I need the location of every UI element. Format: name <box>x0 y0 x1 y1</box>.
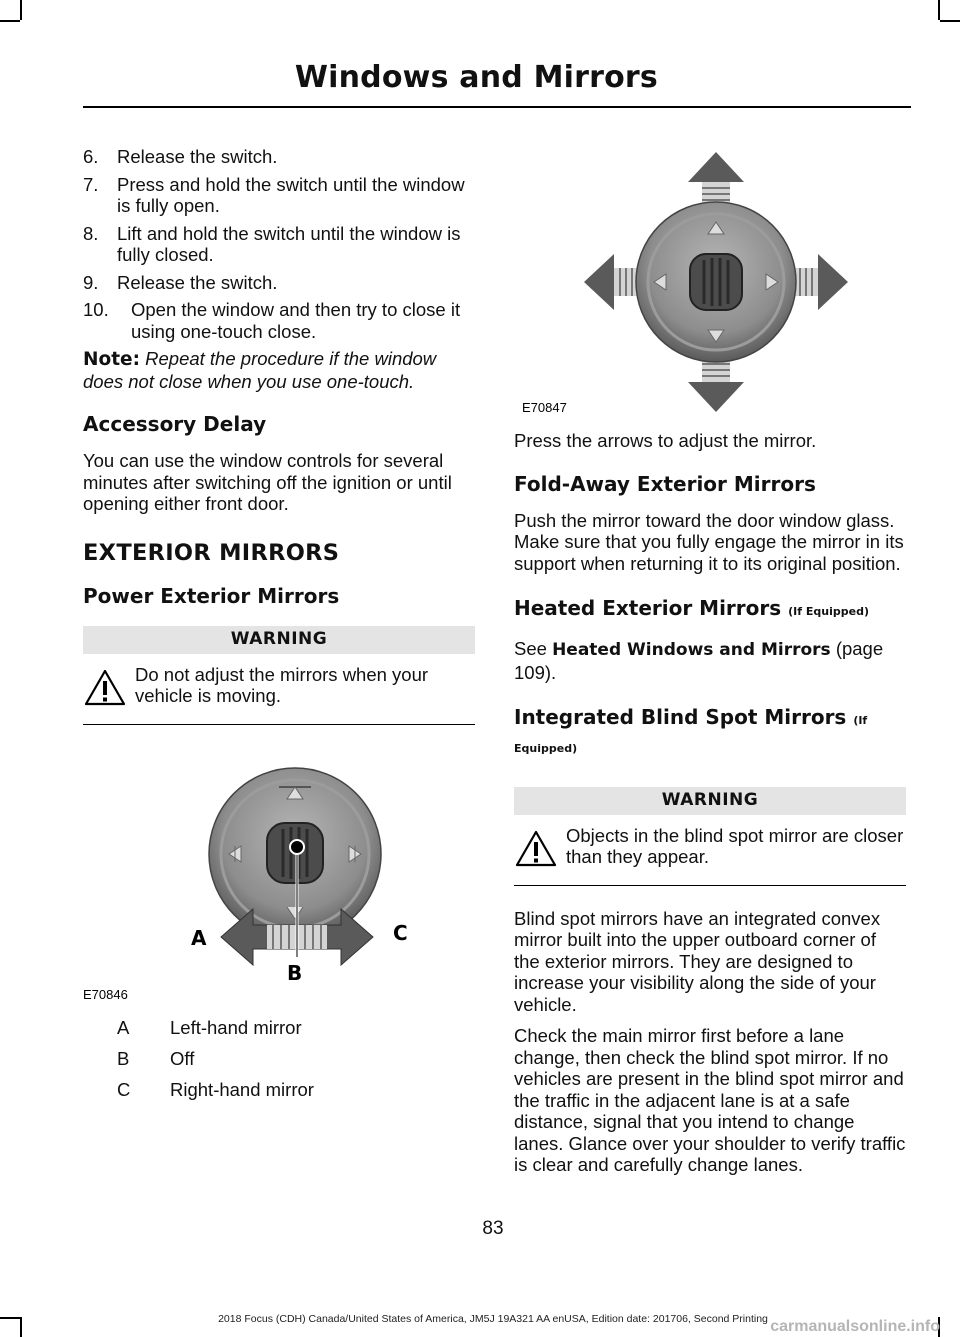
exterior-mirrors-heading: EXTERIOR MIRRORS <box>83 539 340 566</box>
left-column <box>83 146 475 1110</box>
step-text: Open the window and then try to close it using one-touch close. <box>131 299 461 342</box>
step-number: 9. <box>83 271 99 293</box>
list-item <box>83 299 475 342</box>
note-text: Repeat the procedure if the window does not close when you use one-touch. <box>83 348 437 392</box>
page-title: Windows and Mirrors <box>294 60 658 95</box>
step-text: Press and hold the switch until the window is fully open. <box>117 173 465 216</box>
blind-spot-text-1: Blind spot mirrors have an integrated convex mirror built into the upper outboard corner of the exterior mirrors. They are designed to increase your visibility along the side of your vehicle. <box>514 907 881 1015</box>
crop-mark <box>0 20 20 22</box>
warning-body <box>514 815 906 886</box>
accessory-delay-text: You can use the window controls for several minutes after switching off the ignition or until opening either front door. <box>83 450 452 514</box>
crop-mark <box>20 0 22 20</box>
step-text: Release the switch. <box>117 271 278 293</box>
step-text: Lift and hold the switch until the window is fully closed. <box>117 222 461 265</box>
edition-line: 2018 Focus (CDH) Canada/United States of America, JM5J 19A321 AA enUSA, Edition date: 201706, Second Printing <box>218 1313 768 1325</box>
warning-body <box>83 654 475 725</box>
list-item <box>83 272 475 294</box>
accessory-delay-heading: Accessory Delay <box>83 412 267 436</box>
blind-spot-heading-text: Integrated Blind Spot Mirrors <box>514 705 847 729</box>
step-text: Release the switch. <box>117 146 278 167</box>
figure-mirror-switch <box>83 729 475 1019</box>
key-text: Off <box>170 1047 195 1069</box>
callout-key <box>83 1017 475 1110</box>
step-number: 8. <box>83 222 99 244</box>
mirror-adjust-diagram <box>514 148 906 418</box>
key-letter: A <box>117 1016 130 1038</box>
callout-c: C <box>393 920 408 945</box>
key-row <box>83 1079 475 1110</box>
note-label: Note: <box>83 349 140 370</box>
page-number: 83 <box>482 1218 504 1239</box>
list-item <box>83 223 475 266</box>
watermark: carmanualsonline.info <box>770 1318 940 1335</box>
key-text: Left-hand mirror <box>170 1016 302 1038</box>
figure-id: E70846 <box>83 986 128 1002</box>
warning-title: WARNING <box>83 626 475 654</box>
key-row <box>83 1017 475 1048</box>
blind-spot-text-2: Check the main mirror first before a lane change, then check the blind spot mirror. If no vehicles are present in the blind spot mirror and the traffic in the adjacent lane is at a safe distance, signal that you intend to change lanes. Glance over your shoulder to verify traffic is clear and carefully change lanes. <box>514 1025 906 1175</box>
right-column <box>514 148 906 1186</box>
key-row <box>83 1048 475 1079</box>
heated-see-text <box>514 638 906 683</box>
heated-mirrors-heading <box>514 596 906 624</box>
page-ref: (page 109). <box>514 638 884 683</box>
heated-windows-link[interactable]: Heated Windows and Mirrors <box>552 640 831 660</box>
fold-away-heading: Fold-Away Exterior Mirrors <box>514 471 816 496</box>
list-item <box>83 146 475 168</box>
warning-title: WARNING <box>514 787 906 815</box>
mirror-control-diagram <box>83 729 475 1019</box>
heated-qualifier: (If Equipped) <box>788 605 869 618</box>
pointer-dot-icon <box>290 840 304 854</box>
blind-spot-qualifier: (If Equipped) <box>514 714 868 755</box>
warning-text: Objects in the blind spot mirror are closer than they appear. <box>566 824 904 867</box>
step-number: 10. <box>83 299 109 320</box>
warning-box <box>514 787 906 886</box>
figure-mirror-arrows <box>514 148 906 418</box>
crop-mark <box>940 20 960 22</box>
warning-triangle-icon <box>514 829 558 869</box>
warning-triangle-icon <box>83 668 127 708</box>
warning-box <box>83 626 475 725</box>
heated-heading-text: Heated Exterior Mirrors <box>514 596 782 620</box>
step-number: 7. <box>83 173 99 195</box>
step-number: 6. <box>83 146 99 167</box>
list-item <box>83 174 475 217</box>
see-text: See <box>514 638 547 659</box>
power-mirrors-heading: Power Exterior Mirrors <box>83 584 340 608</box>
warning-text: Do not adjust the mirrors when your vehicle is moving. <box>135 663 429 706</box>
key-letter: C <box>117 1078 131 1100</box>
fold-away-text: Push the mirror toward the door window glass. Make sure that you fully engage the mirror in its support when returning it to its original position. <box>514 509 904 574</box>
callout-b: B <box>287 960 303 985</box>
header-rule <box>83 106 911 108</box>
blind-spot-heading <box>514 705 906 761</box>
figure-id: E70847 <box>522 400 567 415</box>
note <box>83 348 475 392</box>
key-letter: B <box>117 1047 130 1069</box>
callout-a: A <box>191 925 207 950</box>
key-text: Right-hand mirror <box>170 1078 314 1100</box>
crop-mark <box>938 0 940 20</box>
arrows-text: Press the arrows to adjust the mirror. <box>514 430 817 451</box>
